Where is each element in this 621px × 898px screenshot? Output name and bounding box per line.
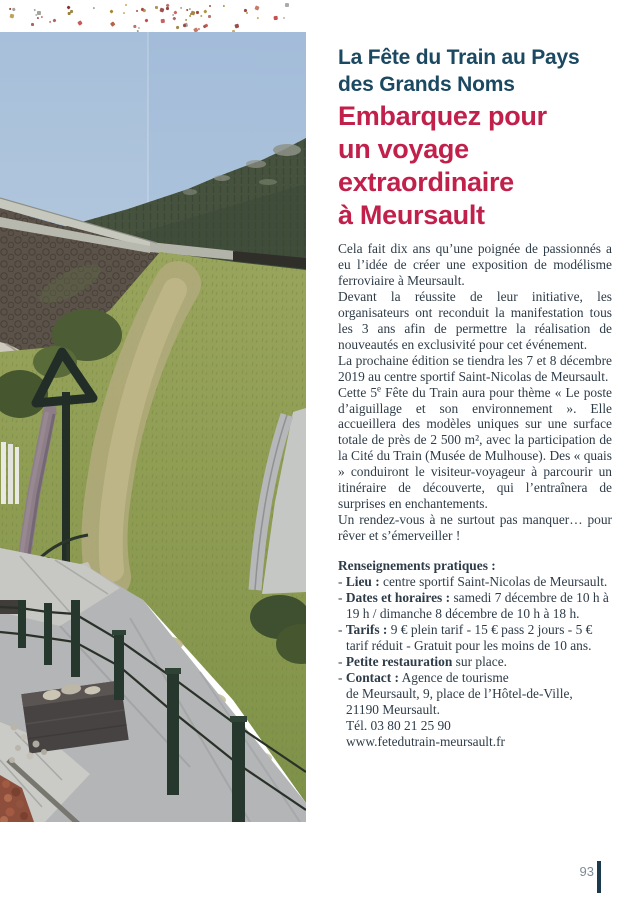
headline-line-4: à Meursault: [338, 200, 485, 230]
diorama-photo: [0, 32, 306, 822]
contact-address-line-1: de Meursault, 9, place de l’Hôtel-de-Ville,: [346, 686, 573, 702]
paragraph-2: Devant la réussite de leur initiative, les organisateurs ont reconduit la manifestation tous les 3 ans afin de permettre la réalisation de nouveautés en exclusivité pour cet événement.: [338, 288, 612, 352]
confetti-speck: [31, 22, 35, 26]
confetti-speck: [109, 10, 113, 14]
confetti-speck: [207, 15, 210, 18]
confetti-speck: [189, 14, 192, 17]
footer-bar: [597, 861, 601, 893]
confetti-speck: [52, 19, 56, 23]
article-column: [338, 44, 612, 750]
contact-phone: Tél. 03 80 21 25 90: [346, 718, 451, 734]
paragraph-3: La prochaine édition se tiendra les 7 et 8 décembre 2019 au centre sportif Saint-Nicolas de Meursault.: [338, 352, 612, 384]
practical-info-heading: Renseignements pratiques :: [338, 558, 496, 574]
confetti-speck: [160, 7, 165, 12]
confetti-speck: [110, 21, 115, 26]
contact-address-line-2: 21190 Meursault.: [346, 702, 440, 718]
confetti-speck: [184, 18, 187, 21]
kicker-line-2: des Grands Noms: [338, 73, 515, 96]
confetti-speck: [246, 12, 249, 15]
confetti-speck: [123, 12, 126, 15]
confetti-speck: [166, 7, 169, 10]
confetti-speck: [77, 21, 82, 26]
confetti-speck: [255, 5, 260, 10]
confetti-speck: [161, 18, 165, 22]
confetti-speck: [66, 5, 71, 10]
confetti-speck: [155, 6, 158, 9]
confetti-speck: [257, 16, 260, 19]
confetti-speck: [190, 13, 192, 15]
confetti-speck: [144, 18, 148, 22]
paragraph-4: Cette 5e Fête du Train aura pour thème « Le poste d’aiguillage et son environnement ». Elle accueillera des modèles uniques sur une surface totale de près de 2 500 m², avec la participation de la Cité du Train (Musée de Mulhouse). Des « quais » conduiront le visiteur-voyageur à parcourir un itinéraire de découverte, qui l’entraînera de surprises en enchantements.: [338, 383, 612, 512]
confetti-speck: [138, 27, 140, 29]
confetti-speck: [209, 4, 212, 7]
paragraph-1: Cela fait dix ans qu’une poignée de passionnés a eu l’idée de créer une exposition de modélisme ferroviaire à Meursault.: [338, 241, 612, 288]
confetti-speck: [136, 9, 139, 12]
confetti-speck: [9, 14, 13, 18]
confetti-speck: [283, 17, 285, 19]
confetti-speck: [41, 16, 43, 18]
confetti-speck: [49, 20, 52, 23]
article-headline: [338, 100, 612, 232]
confetti-speck: [234, 24, 239, 29]
confetti-strip: [0, 0, 320, 36]
kicker-line-1: La Fête du Train au Pays: [338, 46, 580, 69]
confetti-speck: [37, 11, 41, 15]
confetti-speck: [196, 10, 200, 14]
practical-item-restauration: - Petite restauration sur place.: [338, 654, 507, 670]
confetti-speck: [223, 5, 225, 7]
confetti-speck: [200, 15, 203, 18]
confetti-speck: [132, 25, 136, 29]
confetti-speck: [143, 9, 147, 13]
article-kicker: [338, 44, 612, 98]
confetti-speck: [92, 6, 94, 8]
confetti-speck: [176, 25, 180, 29]
headline-line-2: un voyage: [338, 134, 469, 164]
contact-website: www.fetedutrain-meursault.fr: [346, 734, 506, 750]
confetti-speck: [11, 8, 15, 12]
confetti-speck: [70, 10, 74, 14]
white-fence: [1, 442, 19, 504]
headline-line-3: extraordinaire: [338, 167, 514, 197]
confetti-speck: [180, 7, 183, 10]
confetti-speck: [198, 27, 200, 29]
confetti-speck: [36, 17, 38, 19]
paragraph-5: Un rendez-vous à ne surtout pas manquer… pour rêver et s’émerveiller !: [338, 512, 612, 544]
practical-item-dates: - Dates et horaires : samedi 7 décembre de 10 h à 19 h / dimanche 8 décembre de 10 h à 18 h.: [338, 590, 609, 622]
practical-item-lieu: - Lieu : centre sportif Saint-Nicolas de Meursault.: [338, 574, 608, 590]
confetti-speck: [34, 9, 36, 11]
page-number: 93: [579, 864, 594, 879]
confetti-speck: [285, 3, 289, 7]
practical-item-tarifs: - Tarifs : 9 € plein tarif - 15 € pass 2 jours - 5 € tarif réduit - Gratuit pour les moins de 10 ans.: [338, 622, 593, 654]
headline-line-1: Embarquez pour: [338, 101, 547, 131]
confetti-speck: [186, 9, 189, 12]
confetti-speck: [125, 4, 128, 7]
confetti-speck: [203, 9, 207, 13]
practical-item-contact: - Contact : Agence de tourisme: [338, 670, 509, 686]
confetti-speck: [173, 17, 177, 21]
confetti-speck: [274, 16, 278, 20]
confetti-speck: [204, 23, 208, 27]
